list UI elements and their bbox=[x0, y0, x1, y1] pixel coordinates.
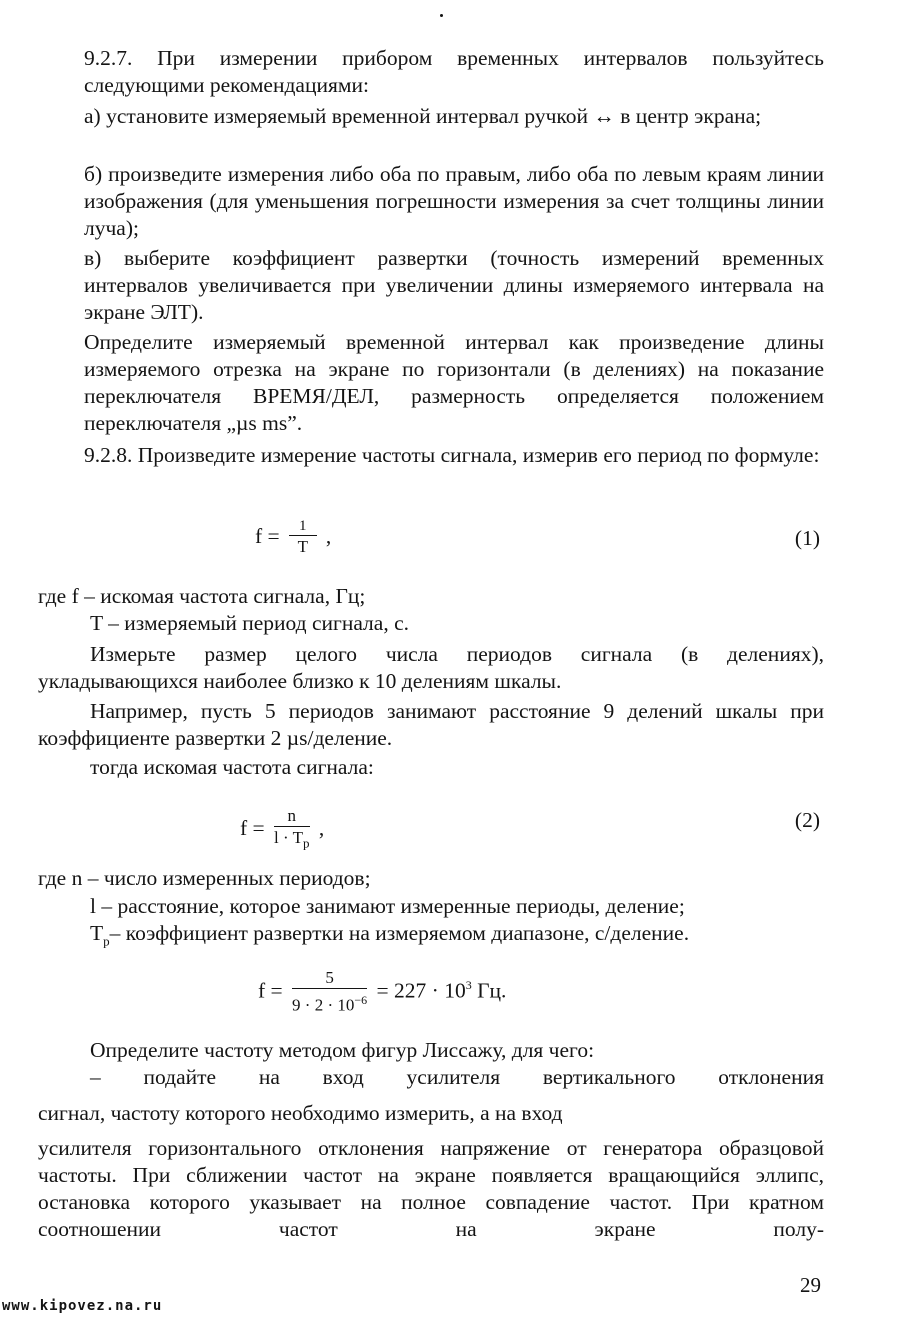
paragraph-frequency: 9.2.8. Произведите измерение частоты сигнала, измерив его период по формуле: bbox=[84, 443, 820, 467]
definition-l: l – расстояние, которое занимают измеренные периоды, деление; bbox=[90, 894, 685, 918]
paragraph-example: Например, пусть 5 периодов занимают расстояние 9 делений шкалы при коэффициенте развертки 2 µs/деление. bbox=[38, 699, 824, 750]
list-item-a: а) установите измеряемый временной интервал ручкой ↔ в центр экрана; bbox=[84, 104, 762, 128]
paragraph-intro: 9.2.7. При измерении прибором временных интервалов пользуйтесь следующими рекомендациями: bbox=[84, 46, 824, 97]
list-item-c: в) выберите коэффициент развертки (точность измерений временных интервалов увеличивается при увеличении длины измеряемого интервала на экране ЭЛТ). bbox=[84, 246, 824, 324]
item-b bbox=[84, 161, 824, 242]
formula-1-denominator: T bbox=[297, 537, 308, 556]
where-f bbox=[38, 583, 778, 610]
paragraph-interval: Определите измеряемый временной интервал как произведение длины измеряемого отрезка на экране по горизонтали (в делениях) на показание переключателя ВРЕМЯ/ДЕЛ, размерность определяется положением переключателя „µs ms”. bbox=[84, 330, 824, 435]
formula-2-denominator bbox=[274, 827, 309, 854]
para-example bbox=[38, 698, 824, 752]
paragraph-measure: Измерьте размер целого числа периодов сигнала (в делениях), укладывающихся наиболее близко к 10 делениям шкалы. bbox=[38, 642, 824, 693]
formula-2 bbox=[240, 806, 324, 854]
definition-f: где f – искомая частота сигнала, Гц; bbox=[38, 584, 366, 608]
definition-tp-subscript: p bbox=[103, 933, 110, 949]
formula-3-numerator: 5 bbox=[292, 968, 367, 989]
formula-3-unit: Гц. bbox=[471, 978, 507, 1003]
para-9-2-8 bbox=[84, 442, 824, 469]
page-number: 29 bbox=[800, 1273, 821, 1297]
formula-2-comma: , bbox=[318, 816, 325, 841]
definition-tp bbox=[90, 920, 830, 954]
definition-n: где n – число измеренных периодов; bbox=[38, 866, 371, 890]
item-c bbox=[84, 245, 824, 326]
definition-tp-symbol: T bbox=[90, 921, 104, 945]
top-mark bbox=[440, 14, 443, 17]
formula-2-denominator-sub: p bbox=[303, 835, 310, 851]
equation-number-2: (2) bbox=[794, 808, 820, 832]
definition-t: T – измеряемый период сигнала, с. bbox=[90, 611, 409, 635]
formula-2-lhs: f = bbox=[240, 816, 265, 841]
where-t bbox=[90, 610, 830, 637]
formula-3 bbox=[258, 968, 506, 1017]
paragraph-amplifier: усилителя горизонтального отклонения напряжение от генератора образцовой частоты. При сближении частот на экране появляется вращающийся эллипс, остановка которого указывает на полное совпадение частот. При кратном соотношении частот на экране полу- bbox=[38, 1136, 824, 1241]
para-signal bbox=[38, 1100, 824, 1127]
para-9-2-7 bbox=[84, 45, 824, 99]
formula-3-lhs: f = bbox=[258, 978, 283, 1003]
equation-number-1: (1) bbox=[794, 526, 820, 550]
para-apply bbox=[90, 1064, 824, 1091]
formula-1-lhs: f = bbox=[255, 523, 280, 548]
footer-watermark: www.kipovez.na.ru bbox=[2, 1298, 163, 1314]
formula-3-result: = 227 · 10 bbox=[376, 978, 466, 1003]
para-measure bbox=[38, 641, 824, 695]
formula-3-fraction bbox=[292, 968, 367, 1017]
formula-2-denominator-main: l · T bbox=[274, 828, 304, 847]
definition-tp-text: – коэффициент развертки на измеряемом диапазоне, с/деление. bbox=[109, 921, 690, 945]
formula-1-fraction bbox=[289, 518, 317, 558]
para-interval bbox=[84, 329, 824, 437]
formula-3-denominator-exponent: −6 bbox=[354, 993, 368, 1007]
para-lissajous bbox=[90, 1037, 830, 1064]
paragraph-apply: – подайте на вход усилителя вертикального отклонения bbox=[90, 1065, 824, 1089]
formula-3-result-exponent: 3 bbox=[465, 978, 472, 993]
para-then bbox=[90, 754, 830, 781]
formula-1 bbox=[255, 518, 331, 558]
formula-3-denominator bbox=[292, 989, 367, 1017]
where-l bbox=[90, 893, 830, 920]
formula-1-comma: , bbox=[325, 523, 332, 548]
formula-3-denominator-main: 9 · 2 · 10 bbox=[292, 995, 355, 1015]
formula-2-numerator: n bbox=[274, 806, 309, 827]
where-tp bbox=[90, 920, 830, 954]
item-a bbox=[84, 103, 824, 130]
list-item-b: б) произведите измерения либо оба по правым, либо оба по левым краям линии изображения (для уменьшения погрешности измерения за счет толщины линии луча); bbox=[84, 162, 824, 240]
formula-1-numerator: 1 bbox=[289, 518, 317, 536]
where-n bbox=[38, 865, 778, 892]
paragraph-then: тогда искомая частота сигнала: bbox=[90, 755, 374, 779]
paragraph-signal: сигнал, частоту которого необходимо измерить, а на вход bbox=[38, 1101, 563, 1125]
para-amplifier bbox=[38, 1135, 824, 1243]
formula-2-fraction bbox=[274, 806, 309, 854]
paragraph-lissajous: Определите частоту методом фигур Лиссажу, для чего: bbox=[90, 1038, 595, 1062]
